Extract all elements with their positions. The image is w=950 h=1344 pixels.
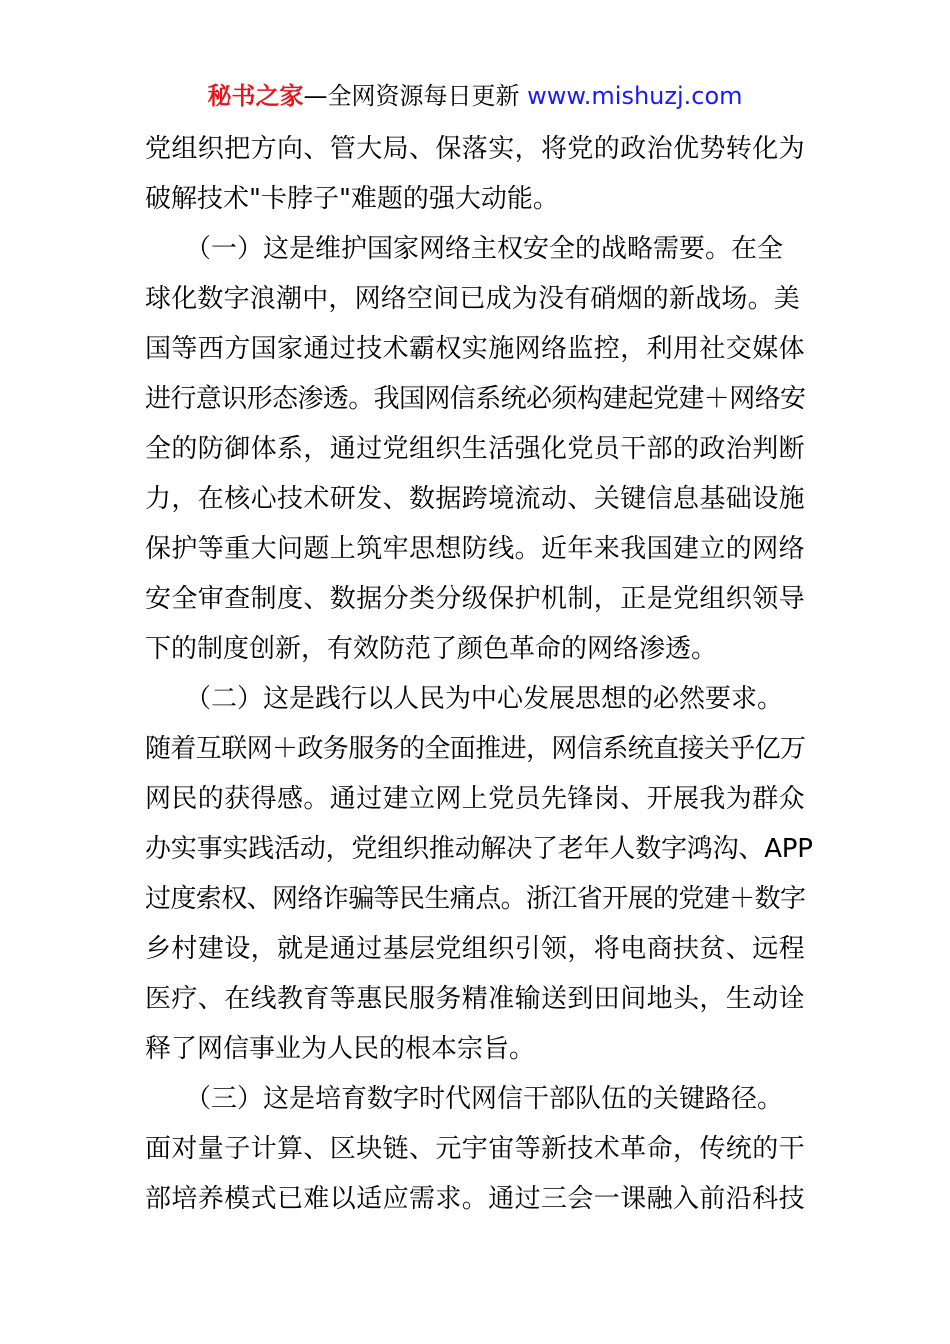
- text-line: 乡村建设，就是通过基层党组织引领，将电商扶贫、远程: [145, 934, 806, 964]
- document-body: [145, 124, 813, 1224]
- text-line: 球化数字浪潮中，网络空间已成为没有硝烟的新战场。美: [145, 284, 801, 314]
- text-line: 网民的获得感。通过建立网上党员先锋岗、开展我为群众: [145, 784, 806, 814]
- text-line: 国等西方国家通过技术霸权实施网络监控，利用社交媒体: [145, 334, 806, 364]
- text-line: 全的防御体系，通过党组织生活强化党员干部的政治判断: [145, 434, 806, 464]
- brand-name: 秘书之家: [207, 82, 304, 110]
- text-line: 释了网信事业为人民的根本宗旨。: [145, 1034, 536, 1064]
- paragraph-heading-3: （三）这是培育数字时代网信干部队伍的关键路径。: [185, 1084, 784, 1114]
- text-line: 部培养模式已难以适应需求。通过三会一课融入前沿科技: [145, 1184, 806, 1214]
- text-line: 力，在核心技术研发、数据跨境流动、关键信息基础设施: [145, 484, 806, 514]
- text-line: 安全审查制度、数据分类分级保护机制，正是党组织领导: [145, 584, 806, 614]
- text-line: 破解技术"卡脖子"难题的强大动能。: [145, 184, 559, 214]
- text-line: 过度索权、网络诈骗等民生痛点。浙江省开展的党建＋数字: [145, 884, 806, 914]
- text-line: 面对量子计算、区块链、元宇宙等新技术革命，传统的干: [145, 1134, 806, 1164]
- text-line: 下的制度创新，有效防范了颜色革命的网络渗透。: [145, 634, 718, 664]
- header-tagline: —全网资源每日更新: [303, 82, 520, 110]
- site-url-link[interactable]: www.mishuzj.com: [527, 82, 743, 110]
- text-line: 办实事实践活动，党组织推动解决了老年人数字鸿沟、APP: [145, 834, 813, 864]
- text-line: 党组织把方向、管大局、保落实，将党的政治优势转化为: [145, 134, 806, 164]
- paragraph-heading-2: （二）这是践行以人民为中心发展思想的必然要求。: [185, 684, 784, 714]
- text-line: 保护等重大问题上筑牢思想防线。近年来我国建立的网络: [145, 534, 806, 564]
- site-header: [0, 80, 950, 112]
- paragraph-heading-1: （一）这是维护国家网络主权安全的战略需要。在全: [185, 234, 784, 264]
- text-line: 进行意识形态渗透。我国网信系统必须构建起党建＋网络安: [145, 384, 806, 414]
- text-line: 随着互联网＋政务服务的全面推进，网信系统直接关乎亿万: [145, 734, 806, 764]
- text-line: 医疗、在线教育等惠民服务精准输送到田间地头，生动诠: [145, 984, 806, 1014]
